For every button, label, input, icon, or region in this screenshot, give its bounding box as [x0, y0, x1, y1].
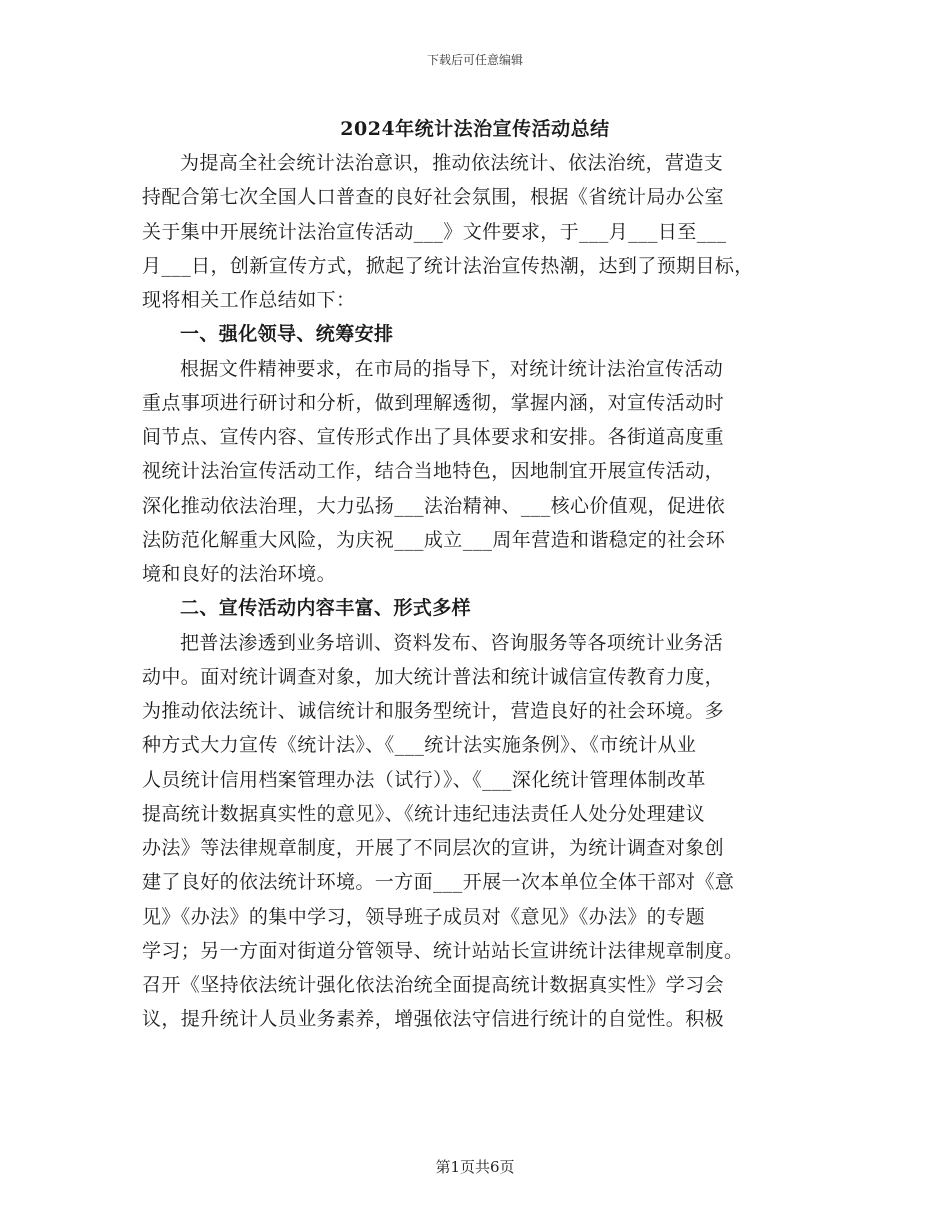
body-line: 深化推动依法治理，大力弘扬___法治精神、___核心价值观，促进依 — [142, 494, 726, 517]
body-line: 提高统计数据真实性的意见》、《统计违纪违法责任人处分处理建议 — [142, 802, 706, 825]
body-line: 召开《坚持依法统计强化依法治统全面提高统计数据真实性》学习会 — [142, 974, 725, 996]
body-line: 境和良好的法治环境。 — [142, 563, 337, 585]
body-line: 视统计法治宣传活动工作，结合当地特色，因地制宜开展宣传活动， — [142, 460, 725, 483]
body-line: 重点事项进行研讨和分析，做到理解透彻，掌握内涵，对宣传活动时 — [142, 391, 725, 414]
section-heading-2: 二、宣传活动内容丰富、形式多样 — [180, 597, 472, 620]
document-body — [142, 146, 808, 1037]
page-header-note: 下载后可任意编辑 — [426, 53, 523, 67]
body-line: 议，提升统计人员业务素养，增强依法守信进行统计的自觉性。积极 — [142, 1008, 725, 1031]
body-line: 持配合第七次全国人口普查的良好社会氛围，根据《省统计局办公室 — [142, 186, 725, 209]
body-line: 学习；另一方面对街道分管领导、统计站站长宣讲统计法律规章制度。 — [142, 939, 744, 962]
body-line: 间节点、宣传内容、宣传形式作出了具体要求和安排。各街道高度重 — [142, 426, 725, 448]
body-line: 关于集中开展统计法治宣传活动___》文件要求，于___月___日至___ — [142, 220, 727, 243]
body-line: 建了良好的依法统计环境。一方面___开展一次本单位全体干部对《意 — [142, 871, 735, 894]
body-line: 现将相关工作总结如下： — [142, 289, 356, 311]
page-number: 第1页共6页 — [435, 1158, 515, 1176]
body-line: 种方式大力宣传《统计法》、《___统计法实施条例》、《市统计从业 — [142, 734, 697, 757]
body-line: 根据文件精神要求，在市局的指导下，对统计统计法治宣传活动 — [180, 357, 724, 380]
body-line: 动中。面对统计调查对象，加大统计普法和统计诚信宣传教育力度， — [142, 665, 725, 688]
section-heading-1: 一、强化领导、统筹安排 — [180, 323, 394, 346]
document-title: 2024年统计法治宣传活动总结 — [340, 118, 610, 140]
body-line: 为提高全社会统计法治意识，推动依法统计、依法治统，营造支 — [180, 152, 724, 174]
body-line: 人员统计信用档案管理办法（试行）》、《___深化统计管理体制改革 — [142, 768, 706, 791]
body-line: 把普法渗透到业务培训、资料发布、咨询服务等各项统计业务活 — [180, 631, 724, 654]
body-line: 办法》等法律规章制度，开展了不同层次的宣讲，为统计调查对象创 — [142, 837, 725, 859]
body-line: 为推动依法统计、诚信统计和服务型统计，营造良好的社会环境。多 — [142, 700, 725, 722]
body-line: 法防范化解重大风险，为庆祝___成立___周年营造和谐稳定的社会环 — [142, 528, 726, 551]
body-line: 月___日，创新宣传方式，掀起了统计法治宣传热潮，达到了预期目标， — [142, 254, 754, 277]
body-line: 见》《办法》的集中学习，领导班子成员对《意见》《办法》的专题 — [142, 905, 706, 928]
